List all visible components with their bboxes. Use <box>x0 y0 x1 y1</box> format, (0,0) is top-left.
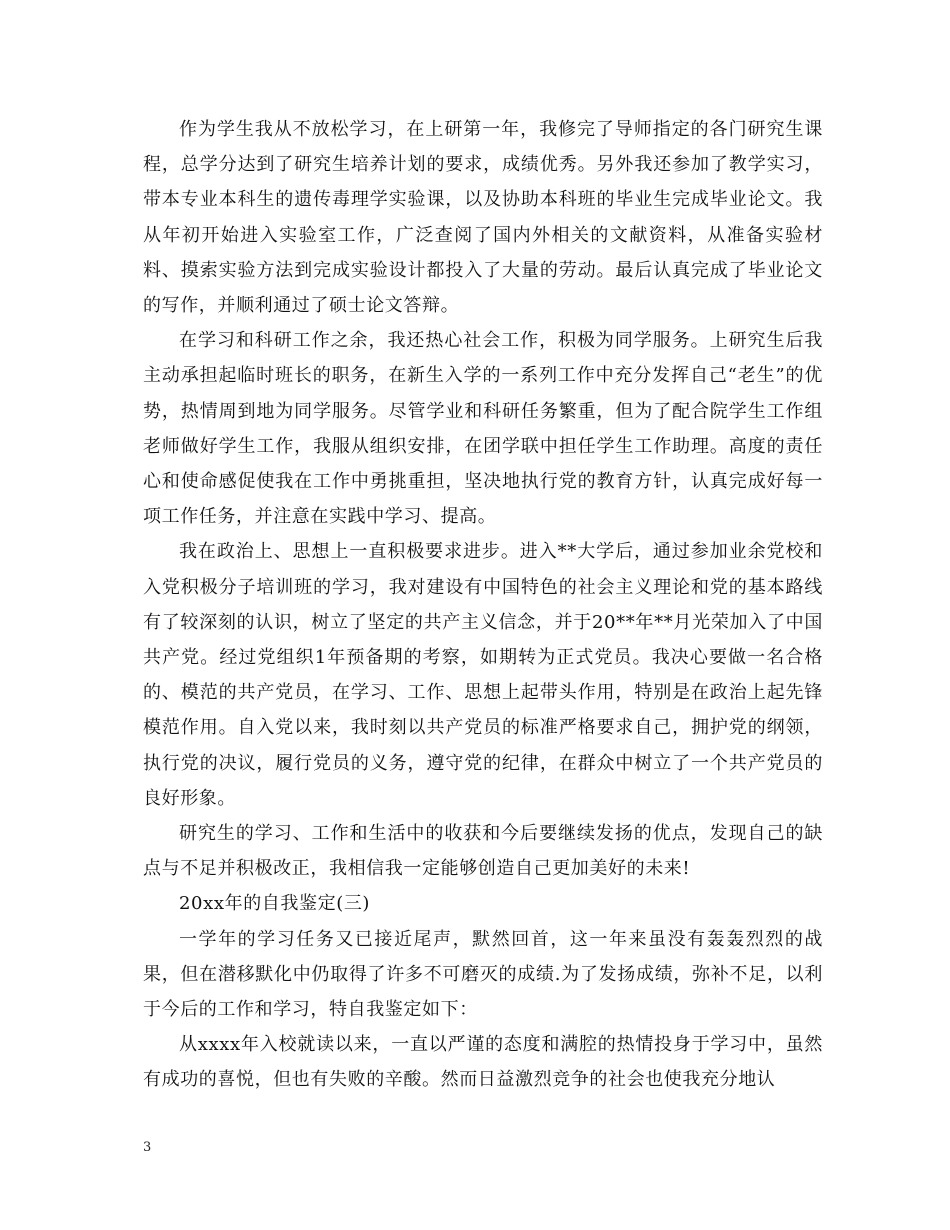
paragraph-intro: 一学年的学习任务又已接近尾声，默然回首，这一年来虽没有轰轰烈烈的战果，但在潜移默化中仍取得了许多不可磨灭的成绩.为了发扬成绩，弥补不足，以利于今后的工作和学习，特自我鉴定如下： <box>143 928 823 1021</box>
page-number: 3 <box>143 1140 152 1155</box>
section-heading: 20xx年的自我鉴定(三) <box>179 893 371 915</box>
document-body <box>143 112 823 1098</box>
paragraph-political: 我在政治上、思想上一直积极要求进步。进入**大学后，通过参加业余党校和入党积极分子培训班的学习，我对建设有中国特色的社会主义理论和党的基本路线有了较深刻的认识，树立了坚定的共产主义信念，并于20**年**月光荣加入了中国共产党。经过党组织1年预备期的考察，如期转为正式党员。我决心要做一名合格的、模范的共产党员，在学习、工作、思想上起带头作用，特别是在政治上起先锋模范作用。自入党以来，我时刻以共产党员的标准严格要求自己，拥护党的纲领，执行党的决议，履行党员的义务，遵守党的纪律，在群众中树立了一个共产党员的良好形象。 <box>143 541 823 809</box>
paragraph-study: 作为学生我从不放松学习，在上研第一年，我修完了导师指定的各门研究生课程，总学分达到了研究生培养计划的要求，成绩优秀。另外我还参加了教学实习，带本专业本科生的遗传毒理学实验课，以及协助本科班的毕业生完成毕业论文。我从年初开始进入实验室工作，广泛查阅了国内外相关的文献资料，从准备实验材料、摸索实验方法到完成实验设计都投入了大量的劳动。最后认真完成了毕业论文的写作，并顺利通过了硕士论文答辩。 <box>143 119 823 317</box>
paragraph-social-work: 在学习和科研工作之余，我还热心社会工作，积极为同学服务。上研究生后我主动承担起临时班长的职务，在新生入学的一系列工作中充分发挥自己“老生”的优势，热情周到地为同学服务。尽管学业和科研任务繁重，但为了配合院学生工作组老师做好学生工作，我服从组织安排，在团学联中担任学生工作助理。高度的责任心和使命感促使我在工作中勇挑重担，坚决地执行党的教育方针，认真完成好每一项工作任务，并注意在实践中学习、提高。 <box>143 330 823 528</box>
paragraph-enrollment: 从xxxx年入校就读以来，一直以严谨的态度和满腔的热情投身于学习中，虽然有成功的喜悦，但也有失败的辛酸。然而日益激烈竞争的社会也使我充分地认 <box>143 1034 823 1091</box>
paragraph-conclusion: 研究生的学习、工作和生活中的收获和今后要继续发扬的优点，发现自己的缺点与不足并积极改正，我相信我一定能够创造自己更加美好的未来! <box>143 823 823 880</box>
